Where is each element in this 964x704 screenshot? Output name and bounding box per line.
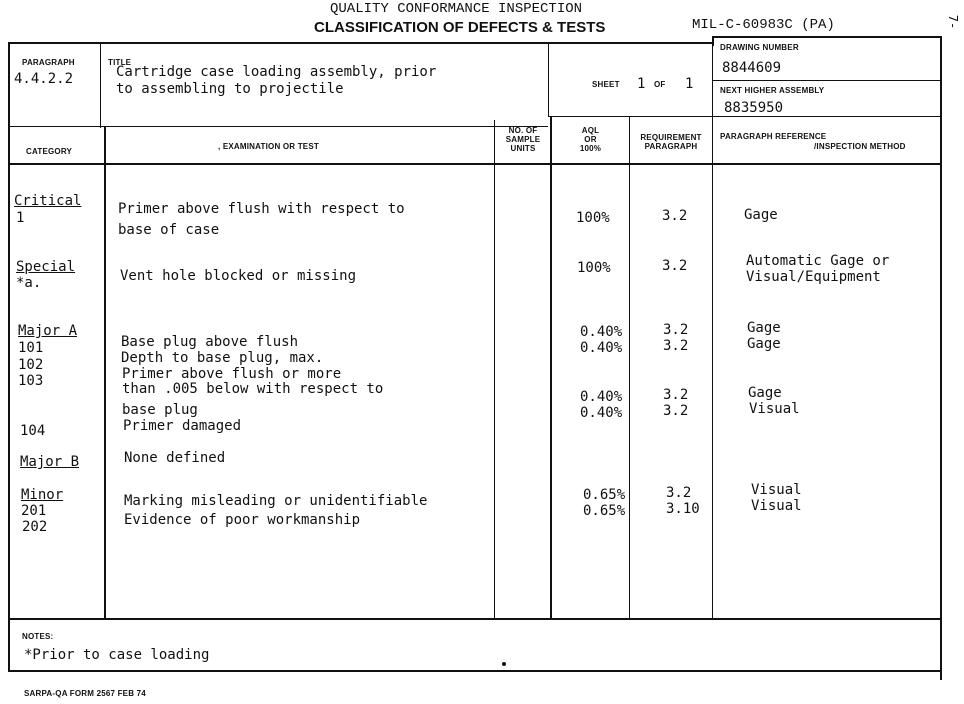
minor-desc-1: Marking misleading or unidentifiable	[124, 493, 428, 509]
major-a-num-101: 101	[18, 340, 44, 356]
paragraph-value: 4.4.2.2	[14, 71, 74, 87]
major-a-num-104: 104	[20, 423, 46, 439]
major-a-req-1: 3.2	[663, 322, 689, 338]
category-special: Special	[16, 259, 76, 275]
critical-number: 1	[16, 210, 25, 226]
major-a-aql-1: 0.40%	[580, 324, 623, 340]
major-a-desc-4: than .005 below with respect to	[122, 381, 384, 397]
minor-num-201: 201	[21, 503, 47, 519]
category-critical: Critical	[14, 193, 82, 209]
minor-method-2: Visual	[751, 498, 802, 514]
special-desc: Vent hole blocked or missing	[120, 268, 357, 284]
drawing-number-value: 8844609	[722, 60, 782, 76]
minor-aql-2: 0.65%	[583, 503, 626, 519]
col-examination: , EXAMINATION OR TEST	[218, 142, 319, 151]
category-minor: Minor	[21, 487, 64, 503]
major-a-method-1: Gage	[747, 320, 781, 336]
minor-num-202: 202	[22, 519, 48, 535]
major-a-desc-6: Primer damaged	[123, 418, 242, 434]
major-a-desc-1: Base plug above flush	[121, 334, 299, 350]
notes-label: NOTES:	[22, 632, 54, 641]
category-major-a: Major A	[18, 323, 78, 339]
major-a-num-103: 103	[18, 373, 44, 389]
minor-method-1: Visual	[751, 482, 802, 498]
critical-desc-1: Primer above flush with respect to	[118, 201, 405, 217]
col-sample-units: NO. OF SAMPLE UNITS	[505, 126, 541, 153]
title-label: TITLE	[108, 58, 132, 67]
sheet-number: 1	[637, 76, 646, 92]
major-a-method-2: Gage	[747, 336, 781, 352]
critical-aql: 100%	[576, 210, 610, 226]
major-a-desc-2: Depth to base plug, max.	[121, 350, 324, 366]
critical-desc-2: base of case	[118, 222, 220, 238]
header-line1: QUALITY CONFORMANCE INSPECTION	[330, 1, 583, 17]
sheet-total: 1	[685, 76, 694, 92]
major-a-req-2: 3.2	[663, 338, 689, 354]
major-a-desc-5: base plug	[122, 402, 198, 418]
col-aql: AQL OR 100%	[579, 126, 602, 153]
critical-method: Gage	[744, 207, 778, 223]
special-method-2: Visual/Equipment	[746, 269, 881, 285]
paragraph-label: PARAGRAPH	[22, 58, 75, 67]
special-number: *a.	[16, 275, 42, 291]
minor-aql-1: 0.65%	[583, 487, 626, 503]
drawing-number-label: DRAWING NUMBER	[720, 43, 799, 52]
minor-req-1: 3.2	[666, 485, 692, 501]
major-a-num-102: 102	[18, 357, 44, 373]
header-line2: CLASSIFICATION OF DEFECTS & TESTS	[314, 19, 606, 36]
major-a-method-4: Visual	[749, 401, 800, 417]
major-a-req-4: 3.2	[663, 403, 689, 419]
major-a-aql-3: 0.40%	[580, 389, 623, 405]
special-req: 3.2	[662, 258, 688, 274]
form-footer: SARPA-QA FORM 2567 FEB 74	[24, 689, 146, 698]
margin-mark: 7-	[946, 14, 961, 30]
major-a-desc-3: Primer above flush or more	[122, 366, 342, 382]
title-line-2: to assembling to projectile	[116, 81, 344, 97]
title-line-1: Cartridge case loading assembly, prior	[116, 64, 437, 80]
stray-dot	[502, 662, 506, 666]
next-higher-assembly-value: 8835950	[724, 100, 784, 116]
spec-number: MIL-C-60983C (PA)	[692, 17, 835, 33]
special-method-1: Automatic Gage or	[746, 253, 890, 269]
notes-text: *Prior to case loading	[24, 647, 210, 663]
col-requirement-paragraph: REQUIREMENT PARAGRAPH	[640, 133, 702, 151]
major-a-aql-2: 0.40%	[580, 340, 623, 356]
minor-desc-2: Evidence of poor workmanship	[124, 512, 361, 528]
col-category: CATEGORY	[26, 147, 73, 156]
special-aql: 100%	[577, 260, 611, 276]
major-a-req-3: 3.2	[663, 387, 689, 403]
col-paragraph-reference: PARAGRAPH REFERENCE /INSPECTION METHOD	[720, 132, 906, 151]
major-a-method-3: Gage	[748, 385, 782, 401]
sheet-label: SHEET	[592, 80, 620, 89]
major-b-desc: None defined	[124, 450, 226, 466]
major-a-aql-4: 0.40%	[580, 405, 623, 421]
critical-req: 3.2	[662, 208, 688, 224]
next-higher-assembly-label: NEXT HIGHER ASSEMBLY	[720, 86, 825, 95]
category-major-b: Major B	[20, 454, 80, 470]
minor-req-2: 3.10	[666, 501, 700, 517]
of-label: OF	[654, 80, 666, 89]
